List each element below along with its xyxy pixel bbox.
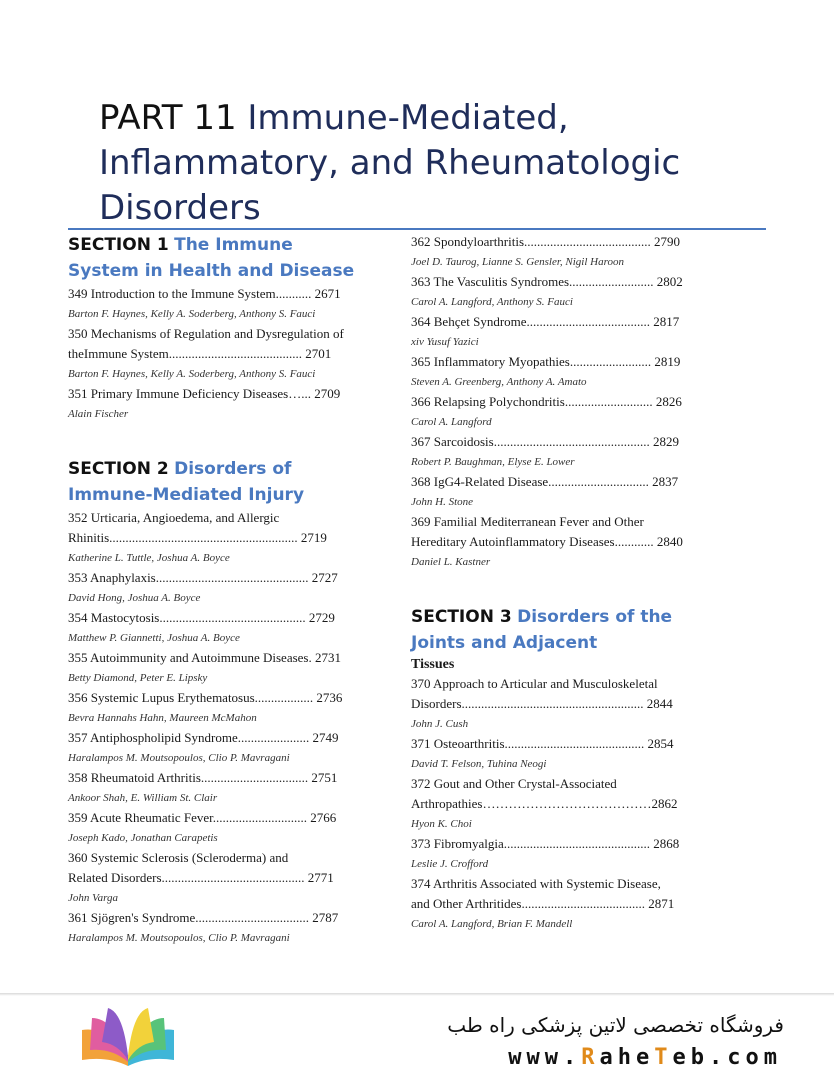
section-3-heading [411,604,711,656]
toc-entry [411,774,711,834]
open-book-logo-icon [78,1006,178,1068]
part-title: Immune-Mediated, Inflammatory, and Rheumatologic Disorders [99,98,681,228]
chapter-title[interactable]: 360 Systemic Sclerosis (Scleroderma) and [68,850,289,865]
chapter-title[interactable]: 372 Gout and Other Crystal-Associated [411,776,617,791]
chapter-title-continued[interactable]: and Other Arthritides...................................... 2871 [411,896,675,911]
chapter-title[interactable]: 366 Relapsing Polychondritis........................... 2826 [411,394,682,409]
chapter-title[interactable]: 364 Behçet Syndrome...................................... 2817 [411,314,680,329]
store-name: فروشگاه تخصصی لاتین پزشکی راه طب [447,1013,784,1037]
chapter-title[interactable]: 358 Rheumatoid Arthritis................................. 2751 [68,770,338,785]
toc-entry [68,324,368,384]
chapter-title[interactable]: 356 Systemic Lupus Erythematosus.................. 2736 [68,690,343,705]
chapter-authors: Hyon K. Choi [411,818,472,830]
chapter-title[interactable]: 371 Osteoarthritis........................................... 2854 [411,736,674,751]
chapter-authors: Barton F. Haynes, Kelly A. Soderberg, Anthony S. Fauci [68,368,316,380]
chapter-authors: Haralampos M. Moutsopoulos, Clio P. Mavragani [68,752,290,764]
section-2-title: Disorders of Immune-Mediated Injury [68,459,305,505]
store-url[interactable] [508,1045,782,1070]
chapter-title-continued[interactable]: Arthropathies…………………………………2862 [411,796,678,811]
toc-entry [68,688,368,728]
chapter-authors: John J. Cush [411,718,469,730]
section-3-label: SECTION 3 [411,607,512,627]
toc-entry [68,384,368,424]
chapter-title[interactable]: 350 Mechanisms of Regulation and Dysregulation of [68,326,344,341]
toc-entry [411,272,711,312]
chapter-authors: Robert P. Baughman, Elyse E. Lower [411,456,575,468]
url-t: T [654,1045,673,1070]
toc-entry [411,674,711,734]
section-2-continued-entries [411,232,711,572]
chapter-title-continued[interactable]: theImmune System......................................... 2701 [68,346,332,361]
section-3-title: Disorders of the Joints and Adjacent [411,607,673,653]
chapter-authors: Katherine L. Tuttle, Joshua A. Boyce [68,552,230,564]
section-3-entries [411,674,711,934]
chapter-title[interactable]: 359 Acute Rheumatic Fever............................. 2766 [68,810,337,825]
chapter-title[interactable]: 373 Fibromyalgia............................................. 2868 [411,836,680,851]
toc-entry [411,232,711,272]
section-1-label: SECTION 1 [68,235,169,255]
chapter-title[interactable]: 365 Inflammatory Myopathies......................... 2819 [411,354,681,369]
toc-entry [68,728,368,768]
chapter-authors: John H. Stone [411,496,474,508]
chapter-title-continued[interactable]: Related Disorders............................................ 2771 [68,870,334,885]
left-column [68,232,368,948]
toc-entry [411,734,711,774]
chapter-authors: Leslie J. Crofford [411,858,489,870]
toc-entry [68,608,368,648]
chapter-title[interactable]: 353 Anaphylaxis............................................... 2727 [68,570,338,585]
toc-entry [411,834,711,874]
url-suffix: eb.com [672,1045,782,1070]
toc-entry [68,648,368,688]
toc-entry [68,808,368,848]
chapter-title[interactable]: 352 Urticaria, Angioedema, and Allergic [68,510,280,525]
chapter-title-continued[interactable]: Disorders........................................................ 2844 [411,696,673,711]
chapter-authors: Joel D. Taurog, Lianne S. Gensler, Nigil Haroon [411,256,624,268]
chapter-title[interactable]: 367 Sarcoidosis................................................ 2829 [411,434,679,449]
toc-entry [68,848,368,908]
section-1-entries [68,284,368,424]
page-title [99,96,699,231]
chapter-authors: Betty Diamond, Peter E. Lipsky [68,672,208,684]
chapter-authors: Steven A. Greenberg, Anthony A. Amato [411,376,587,388]
chapter-authors: Bevra Hannahs Hahn, Maureen McMahon [68,712,257,724]
chapter-authors: Carol A. Langford [411,416,492,428]
chapter-authors: Haralampos M. Moutsopoulos, Clio P. Mavragani [68,932,290,944]
toc-entry [411,352,711,392]
section-2-label: SECTION 2 [68,459,169,479]
toc-entry [68,768,368,808]
chapter-authors: Barton F. Haynes, Kelly A. Soderberg, Anthony S. Fauci [68,308,316,320]
section-3-subtitle: Tissues [411,657,455,672]
chapter-authors: Alain Fischer [68,408,129,420]
chapter-title[interactable]: 349 Introduction to the Immune System........... 2671 [68,286,341,301]
chapter-authors: David Hong, Joshua A. Boyce [68,592,201,604]
section-1-heading [68,232,368,284]
chapter-authors: John Varga [68,892,119,904]
url-prefix: www. [508,1045,582,1070]
chapter-title[interactable]: 374 Arthritis Associated with Systemic Disease, [411,876,661,891]
toc-entry [411,432,711,472]
toc-entry [411,472,711,512]
chapter-authors: xiv Yusuf Yazici [411,336,479,348]
chapter-authors: Daniel L. Kastner [411,556,491,568]
section-1-title: The Immune System in Health and Disease [68,235,355,281]
section-2-heading [68,456,368,508]
chapter-title[interactable]: 351 Primary Immune Deficiency Diseases…... 2709 [68,386,341,401]
chapter-title[interactable]: 361 Sjögren's Syndrome................................... 2787 [68,910,339,925]
chapter-title[interactable]: 357 Antiphospholipid Syndrome...................... 2749 [68,730,339,745]
chapter-authors: Joseph Kado, Jonathan Carapetis [68,832,218,844]
chapter-authors: Matthew P. Giannetti, Joshua A. Boyce [68,632,240,644]
chapter-title-continued[interactable]: Rhinitis.......................................................... 2719 [68,530,327,545]
section-2-entries [68,508,368,948]
chapter-title-continued[interactable]: Hereditary Autoinflammatory Diseases............ 2840 [411,534,683,549]
chapter-title[interactable]: 363 The Vasculitis Syndromes.......................... 2802 [411,274,683,289]
chapter-title[interactable]: 362 Spondyloarthritis....................................... 2790 [411,234,681,249]
toc-entry [68,908,368,948]
toc-entry [411,312,711,352]
chapter-title[interactable]: 370 Approach to Articular and Musculoskeletal [411,676,658,691]
chapter-authors: Carol A. Langford, Anthony S. Fauci [411,296,573,308]
url-r: R [581,1045,600,1070]
toc-entry [68,508,368,568]
toc-entry [411,392,711,432]
chapter-title[interactable]: 354 Mastocytosis............................................. 2729 [68,610,335,625]
toc-entry [68,284,368,324]
store-footer [0,993,834,1080]
part-number: PART 11 [99,98,237,138]
toc-entry [411,512,711,572]
url-mid: ahe [599,1045,655,1070]
chapter-title[interactable]: 355 Autoimmunity and Autoimmune Diseases. 2731 [68,650,341,665]
chapter-authors: Ankoor Shah, E. William St. Clair [68,792,218,804]
title-divider [68,228,766,230]
chapter-title[interactable]: 369 Familial Mediterranean Fever and Other [411,514,644,529]
chapter-authors: Carol A. Langford, Brian F. Mandell [411,918,573,930]
chapter-title[interactable]: 368 IgG4-Related Disease............................... 2837 [411,474,679,489]
right-column [411,232,711,934]
chapter-authors: David T. Felson, Tuhina Neogi [411,758,547,770]
toc-entry [68,568,368,608]
toc-entry [411,874,711,934]
